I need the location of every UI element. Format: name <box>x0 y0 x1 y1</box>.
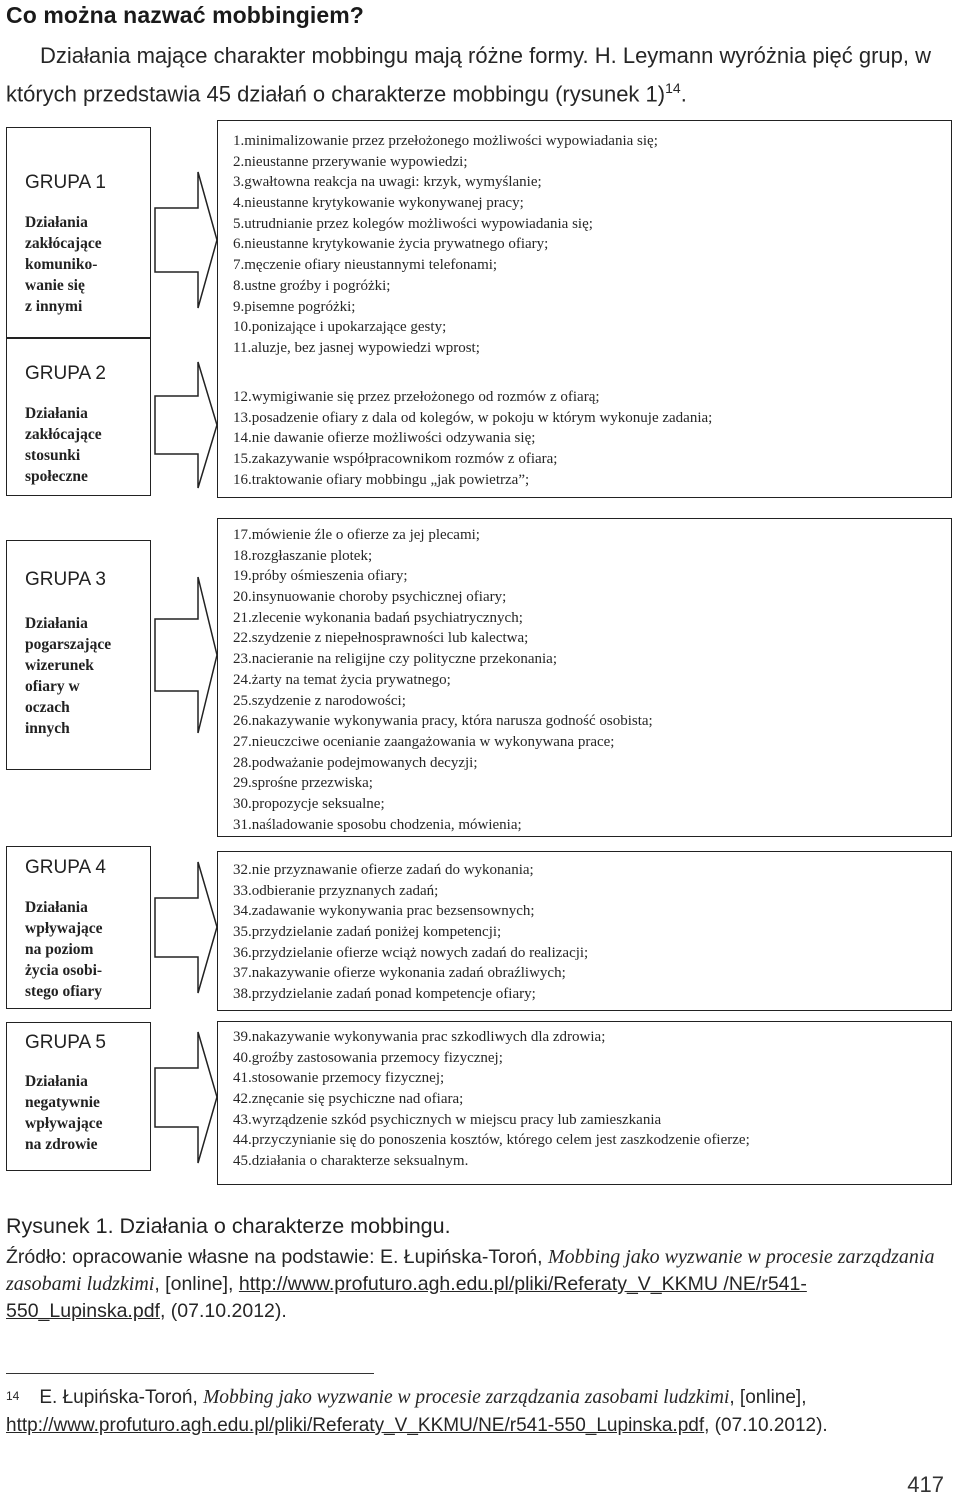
list-item: 39.nakazywanie wykonywania prac szkodliwych dla zdrowia; <box>233 1029 606 1045</box>
source-title: Mobbing jako wyzwanie w procesie zarządzania zasobami ludzkimi <box>6 1246 935 1295</box>
source-link[interactable]: http://www.profuturo.agh.edu.pl/pliki/Referaty_V_KKMU /NE/r541-550_Lupinska.pdf <box>6 1273 807 1322</box>
list-item: 27.nieuczciwe ocenianie zaangażowania w wykonywana prace; <box>233 733 615 750</box>
list-item: 37.nakazywanie ofierze wykonania zadań obraźliwych; <box>233 965 566 982</box>
footnote <box>6 1384 951 1440</box>
list-item: 1.minimalizowanie przez przełożonego możliwości wypowiadania się; <box>233 133 658 149</box>
footnote-ref[interactable]: 14 <box>665 80 681 96</box>
list-item: 32.nie przyznawanie ofierze zadań do wykonania; <box>233 862 534 878</box>
group-description: Działania pogarszające wizerunek ofiary w oczach innych <box>25 615 112 737</box>
actions-list <box>233 860 588 1005</box>
intro-end: . <box>680 81 687 107</box>
list-item: 44.przyczynianie się do ponoszenia kosztów, którego celem jest zaszkodzenie ofierze; <box>233 1132 750 1149</box>
list-item: 9.pisemne pogróżki; <box>233 298 356 315</box>
group-title: GRUPA 5 <box>25 1032 106 1053</box>
actions-list <box>233 387 712 490</box>
list-item: 36.przydzielanie ofierze wciąż nowych zadań do realizacji; <box>233 944 589 961</box>
action-list-group-4 <box>217 851 952 1011</box>
group-box-1 <box>6 127 151 338</box>
footnote-title: Mobbing jako wyzwanie w procesie zarządzania zasobami ludzkimi <box>203 1387 730 1408</box>
list-item: 26.nakazywanie wykonywania pracy, która narusza godność osobista; <box>233 713 653 730</box>
list-item: 22.szydzenie z niepełnosprawności lub kalectwa; <box>233 630 529 647</box>
list-item: 13.posadzenie ofiary z dala od kolegów, w pokoju w którym wykonuje zadania; <box>233 409 713 426</box>
group-description: Działania zakłócające komuniko- wanie się z innymi <box>25 214 102 315</box>
footnote-link[interactable]: http://www.profuturo.agh.edu.pl/pliki/Referaty_V_KKMU/NE/r541-550_Lupinska.pdf <box>6 1415 705 1436</box>
actions-list <box>233 131 658 359</box>
footnote-divider <box>6 1373 374 1374</box>
list-item: 43.wyrządzenie szkód psychicznych w miejscu pracy lub zamieszkania <box>233 1111 662 1128</box>
group-title: GRUPA 3 <box>25 569 106 590</box>
list-item: 18.rozgłaszanie plotek; <box>233 547 373 564</box>
group-title: GRUPA 2 <box>25 363 106 384</box>
list-item: 28.podważanie podejmowanych decyzji; <box>233 754 478 771</box>
list-item: 5.utrudnianie przez kolegów możliwości wypowiadania się; <box>233 215 593 232</box>
list-item: 45.działania o charakterze seksualnym. <box>233 1153 469 1170</box>
group-title: GRUPA 4 <box>25 857 106 878</box>
list-item: 17.mówienie źle o ofierze za jej plecami; <box>233 527 480 543</box>
list-item: 6.nieustanne krytykowanie życia prywatnego ofiary; <box>233 236 549 253</box>
list-item: 11.aluzje, bez jasnej wypowiedzi wprost; <box>233 339 480 356</box>
group-title: GRUPA 1 <box>25 172 106 193</box>
list-item: 34.zadawanie wykonywania prac bezsensownych; <box>233 903 535 920</box>
figure-caption: Rysunek 1. Działania o charakterze mobbingu. <box>6 1214 451 1238</box>
group-description: Działania wpływające na poziom życia osobi- stego ofiary <box>25 899 103 1000</box>
group-description: Działania negatywnie wpływające na zdrowie <box>25 1073 103 1153</box>
footnote-author: E. Łupińska-Toroń, <box>39 1387 198 1408</box>
list-item: 40.groźby zastosowania przemocy fizycznej; <box>233 1049 503 1066</box>
arrow-right-icon <box>154 575 218 735</box>
list-item: 42.znęcanie się psychiczne nad ofiara; <box>233 1091 464 1108</box>
list-item: 19.próby ośmieszenia ofiary; <box>233 568 408 585</box>
group-box-5 <box>6 1022 151 1171</box>
intro-paragraph <box>6 40 954 110</box>
section-heading: Co można nazwać mobbingiem? <box>6 2 364 28</box>
action-list-group-3 <box>217 518 952 837</box>
action-list-group-5 <box>217 1021 952 1185</box>
list-item: 31.naśladowanie sposobu chodzenia, mówienia; <box>233 816 522 833</box>
list-item: 12.wymigiwanie się przez przełożonego od rozmów z ofiarą; <box>233 389 600 405</box>
list-item: 29.sprośne przezwiska; <box>233 775 373 792</box>
footnote-mid: , [online], <box>729 1387 807 1408</box>
actions-list <box>233 525 653 835</box>
list-item: 20.insynuowanie choroby psychicznej ofiary; <box>233 589 507 606</box>
footnote-suffix: , (07.10.2012). <box>704 1415 828 1436</box>
list-item: 7.męczenie ofiary nieustannymi telefonami; <box>233 257 498 274</box>
list-item: 15.zakazywanie współpracownikom rozmów z ofiara; <box>233 451 558 468</box>
action-list-group-1-2 <box>217 120 952 498</box>
arrow-right-icon <box>154 170 218 310</box>
list-item: 16.traktowanie ofiary mobbingu „jak powietrza”; <box>233 471 530 488</box>
page-number: 417 <box>907 1472 944 1497</box>
arrow-right-icon <box>154 1030 218 1165</box>
list-item: 23.nacieranie na religijne czy polityczne przekonania; <box>233 651 558 668</box>
list-item: 38.przydzielanie zadań ponad kompetencje ofiary; <box>233 986 536 1003</box>
group-box-3 <box>6 540 151 770</box>
footnote-number: 14 <box>6 1389 20 1403</box>
arrow-right-icon <box>154 860 218 995</box>
list-item: 4.nieustanne krytykowanie wykonywanej pracy; <box>233 195 524 212</box>
source-suffix: , (07.10.2012). <box>159 1300 287 1322</box>
group-description: Działania zakłócające stosunki społeczne <box>25 405 102 485</box>
list-item: 25.szydzenie z narodowości; <box>233 692 406 709</box>
list-item: 3.gwałtowna reakcja na uwagi: krzyk, wymyślanie; <box>233 174 542 191</box>
list-item: 35.przydzielanie zadań poniżej kompetencji; <box>233 924 502 941</box>
arrow-right-icon <box>154 360 218 490</box>
group-box-2 <box>6 338 151 496</box>
group-box-4 <box>6 846 151 1009</box>
list-item: 14.nie dawanie ofierze możliwości odzywania się; <box>233 430 536 447</box>
figure-source <box>6 1244 951 1325</box>
list-item: 41.stosowanie przemocy fizycznej; <box>233 1070 445 1087</box>
intro-text: Działania mające charakter mobbingu mają różne formy. H. Leymann wyróżnia pięć grup, w których przedstawia 45 działań o charakterze mobbingu (rysunek 1) <box>6 43 931 107</box>
list-item: 21.zlecenie wykonania badań psychiatrycznych; <box>233 609 523 626</box>
source-prefix: Źródło: opracowanie własne na podstawie: E. Łupińska-Toroń, <box>6 1246 543 1268</box>
actions-list <box>233 1027 750 1172</box>
list-item: 8.ustne groźby i pogróżki; <box>233 277 391 294</box>
list-item: 24.żarty na temat życia prywatnego; <box>233 671 451 688</box>
list-item: 33.odbieranie przyznanych zadań; <box>233 882 439 899</box>
list-item: 30.propozycje seksualne; <box>233 795 385 812</box>
source-mid: , [online], <box>154 1273 234 1295</box>
list-item: 10.ponizające i upokarzające gesty; <box>233 319 447 336</box>
list-item: 2.nieustanne przerywanie wypowiedzi; <box>233 153 468 170</box>
